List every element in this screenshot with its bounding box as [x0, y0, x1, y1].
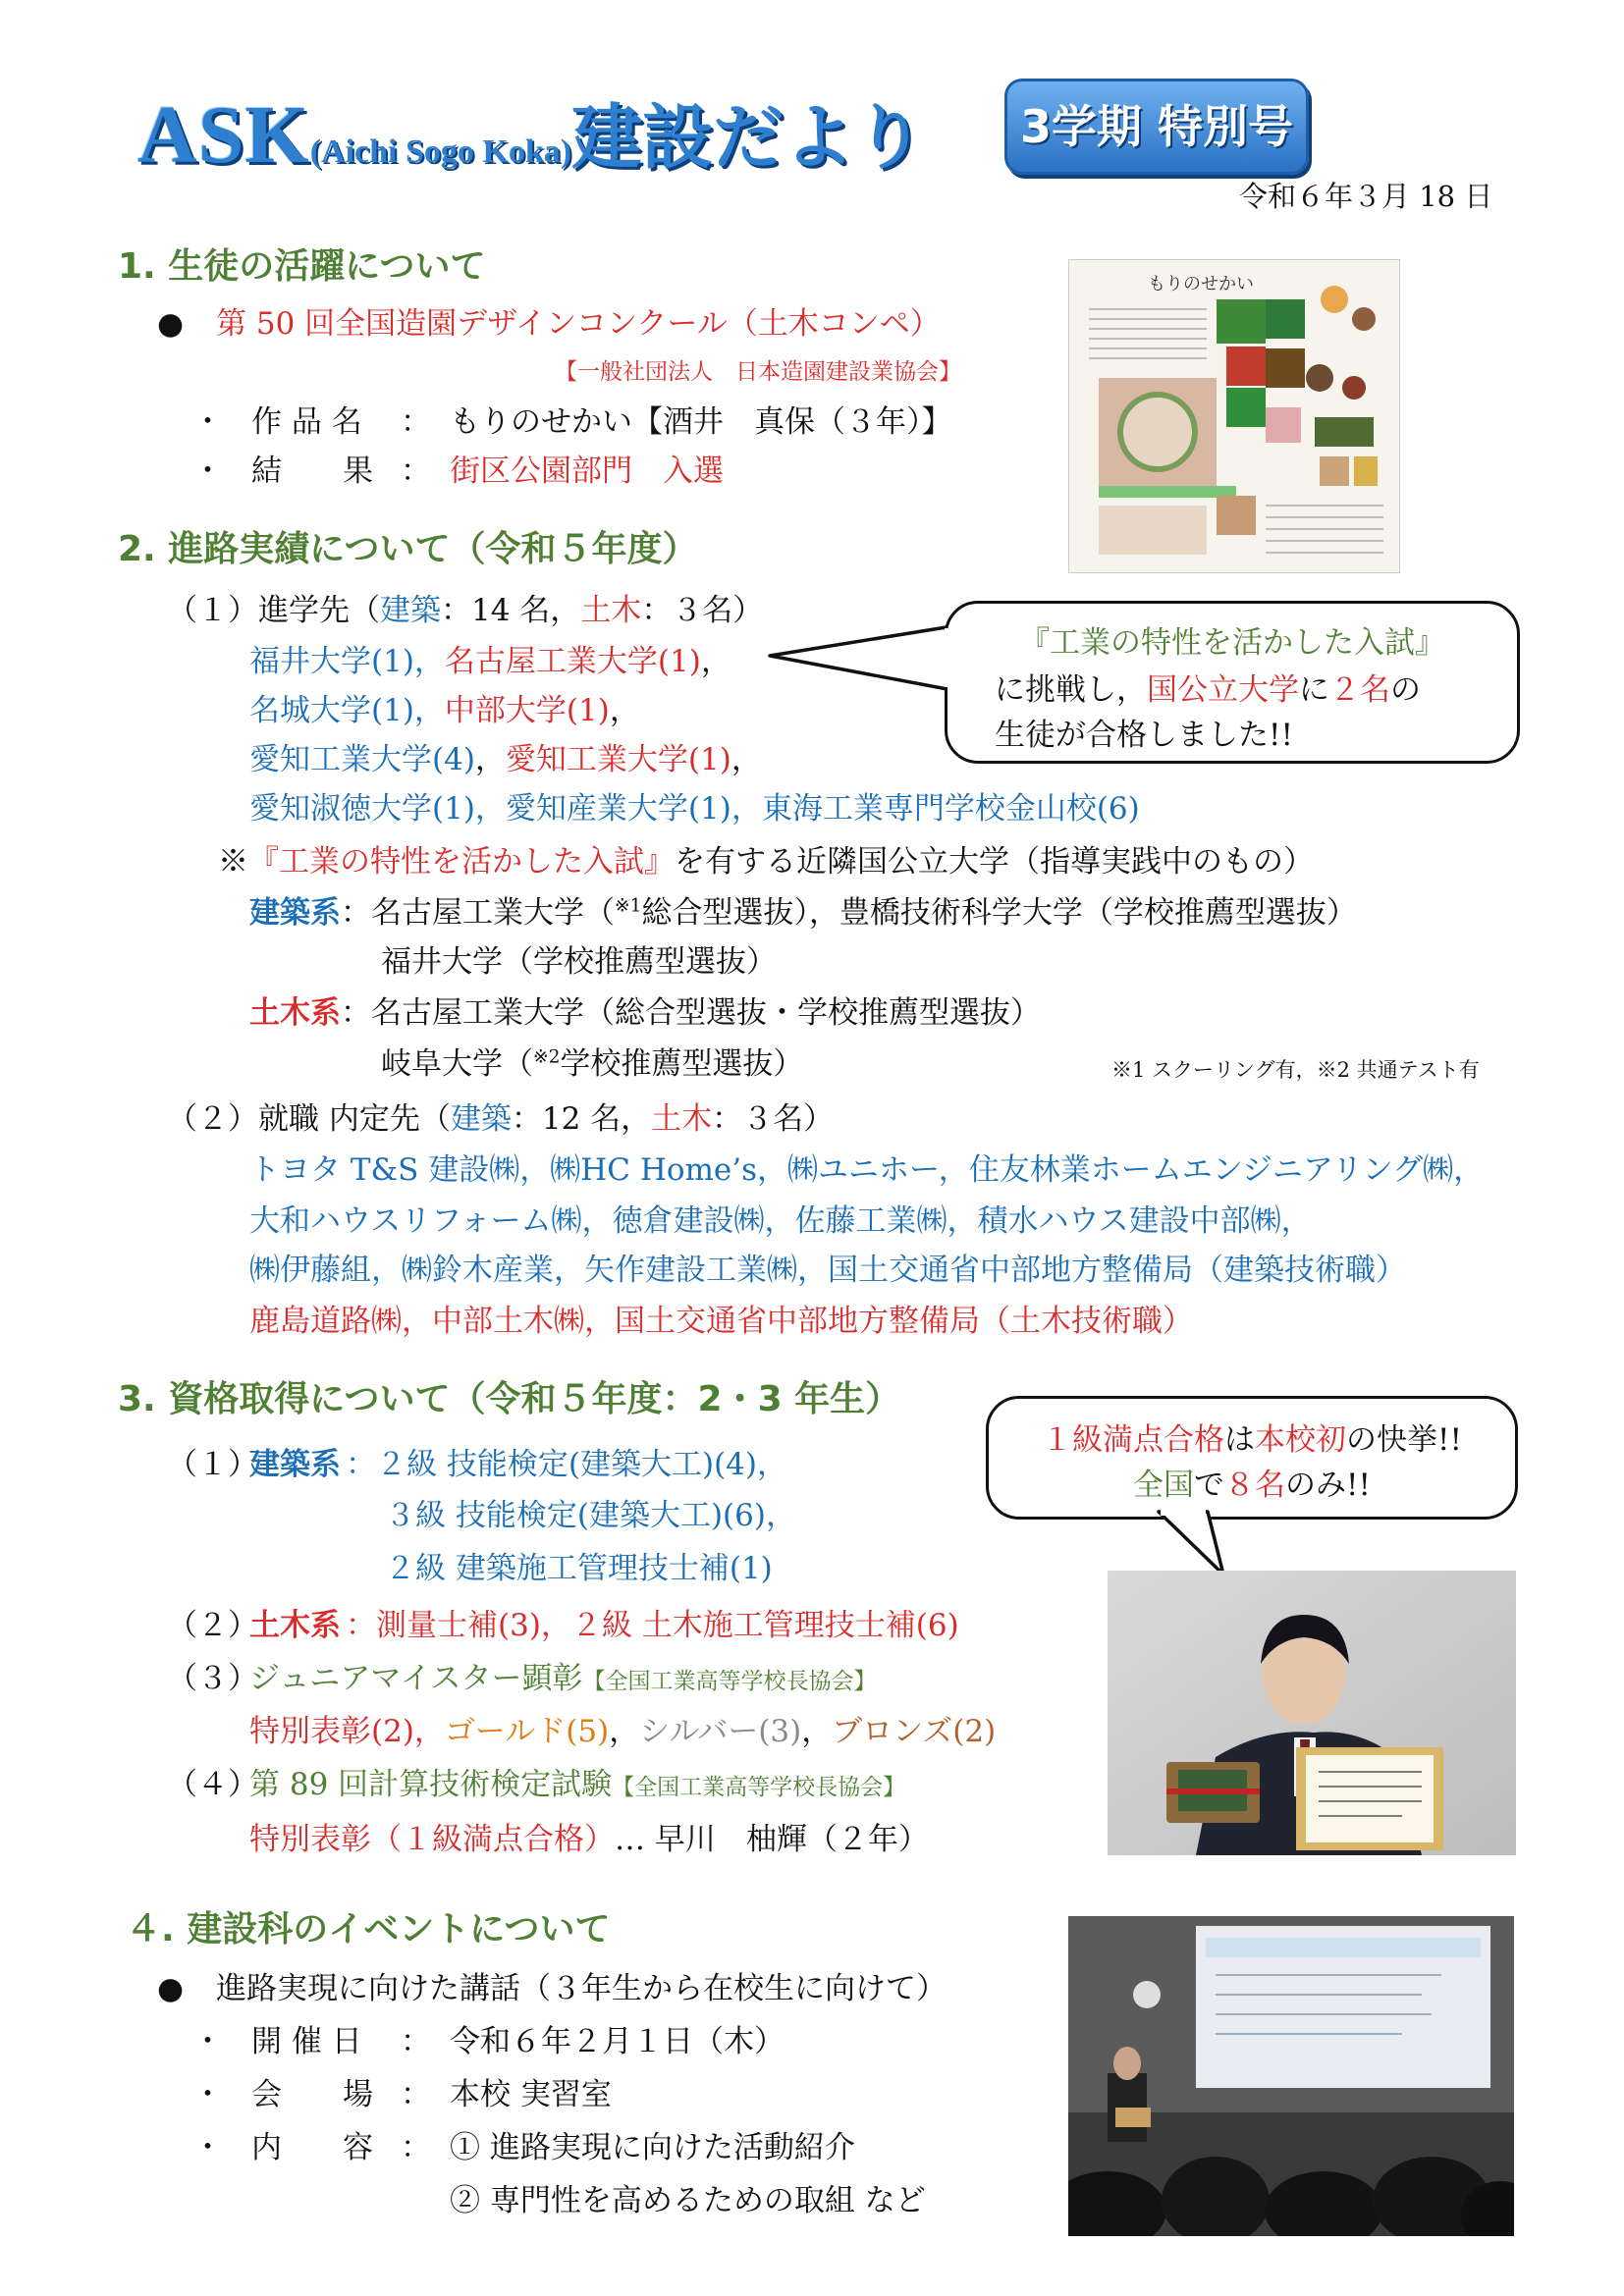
- event-place-label: 会 場: [251, 2077, 373, 2112]
- title-subtitle: (Aichi Sogo Koka): [309, 133, 572, 170]
- event-date-value: 令和６年２月１日（木）: [450, 2024, 785, 2059]
- civil-route-line: 土木系：名古屋工業大学（総合型選抜・学校推薦型選抜）: [249, 995, 1041, 1031]
- issue-date: 令和６年３月 18 日: [1239, 180, 1493, 213]
- employer-list-line: 鹿島道路㈱，中部土木㈱，国土交通省中部地方整備局（土木技術職）: [249, 1304, 1193, 1339]
- university-list-line: 福井大学(1)，名古屋工業大学(1)，: [249, 644, 731, 679]
- dot-icon: ・: [192, 454, 223, 489]
- section1-heading: 1. 生徒の活躍について: [118, 246, 486, 287]
- work-value: もりのせかい【酒井 真保（３年）】: [450, 404, 952, 440]
- q1-label: 建築系: [249, 1447, 341, 1482]
- callout1-bubble: [945, 601, 1520, 764]
- section2-heading: 2. 進路実績について（令和５年度）: [118, 529, 698, 569]
- work-label: 作 品 名: [251, 404, 362, 440]
- q3-num: （３）: [167, 1661, 258, 1696]
- arch-route-line: 建築系：名古屋工業大学（$^{※1}$総合型選抜），豊橋技術科学大学（学校推薦型選抜）: [249, 895, 1357, 931]
- callout2-line2: 全国で８名のみ!!: [1133, 1468, 1371, 1503]
- event-title: 進路実現に向けた講話（３年生から在校生に向けて）: [216, 1971, 947, 2006]
- callout1-line1: 『工業の特性を活かした入試』: [1019, 625, 1445, 661]
- dot-icon: ・: [192, 2077, 223, 2112]
- section4-heading: ４. 建設科のイベントについて: [126, 1909, 611, 1949]
- civil-route-line2: 岐阜大学（$^{※2}$学校推薦型選抜）: [381, 1046, 804, 1082]
- university-list-line: 愛知淑徳大学(1)，愛知産業大学(1)，東海工業専門学校金山校(6): [249, 791, 1140, 827]
- callout2-bubble: [986, 1396, 1518, 1520]
- design-poster-image: [1068, 259, 1400, 573]
- newsletter-title: [137, 80, 925, 179]
- q4-result: 特別表彰（１級満点合格）… 早川 柚輝（２年）: [249, 1822, 929, 1857]
- title-ask: ASK: [137, 89, 310, 181]
- event-content-2: ② 専門性を高めるための取組 など: [450, 2183, 926, 2218]
- dot-icon: ・: [192, 2130, 223, 2165]
- title-main: 建設だより: [571, 96, 926, 179]
- arch-route-line2: 福井大学（学校推薦型選抜）: [381, 944, 777, 980]
- poster-title: もりのせかい: [1148, 274, 1254, 294]
- admission-heading: （１）進学先（建築：14 名，土木：３名）: [167, 593, 764, 628]
- q2-label: 土木系: [249, 1608, 341, 1643]
- bullet-icon: ●: [157, 1971, 185, 2006]
- q4-num: （４）: [167, 1767, 258, 1802]
- dot-icon: ・: [192, 2024, 223, 2059]
- result-label: 結 果: [251, 454, 373, 489]
- event-date-label: 開 催 日: [251, 2024, 362, 2059]
- callout1-seam: [945, 628, 952, 687]
- lecture-photo: [1068, 1916, 1514, 2236]
- section3-heading: 3. 資格取得について（令和５年度：2・3 年生）: [118, 1379, 901, 1419]
- issue-badge: 3学期 特別号: [1004, 79, 1309, 175]
- student-award-photo: [1108, 1571, 1516, 1855]
- contest-organizer: 【一般社団法人 日本造園建設業協会】: [555, 359, 961, 385]
- footnote: ※1 スクーリング有，※2 共通テスト有: [1111, 1058, 1480, 1082]
- callout1-line3: 生徒が合格しました!!: [995, 718, 1293, 753]
- q2-text: ：測量士補(3)，２級 土木施工管理技士補(6): [346, 1608, 959, 1643]
- contest-name: 第 50 回全国造園デザインコンクール（土木コンペ）: [216, 306, 941, 342]
- university-list-line: 愛知工業大学(4)，愛知工業大学(1)，: [249, 742, 762, 777]
- dot-icon: ・: [192, 404, 223, 440]
- university-list-line: 名城大学(1)，中部大学(1)，: [249, 693, 640, 728]
- callout1-line2: に挑戦し，国公立大学に２名の: [995, 672, 1421, 708]
- q1-line1: ：２級 技能検定(建築大工)(4)，: [346, 1447, 787, 1482]
- employer-list-line: 大和ハウスリフォーム㈱，徳倉建設㈱，佐藤工業㈱，積水ハウス建設中部㈱，: [249, 1203, 1312, 1239]
- callout2-line1: １級満点合格は本校初の快挙!!: [1042, 1422, 1462, 1458]
- q1-line2: ３級 技能検定(建築大工)(6)，: [385, 1498, 796, 1533]
- q1-num: （１）: [167, 1447, 258, 1482]
- q1-line3: ２級 建築施工管理技士補(1): [385, 1551, 773, 1586]
- employment-heading: （２）就職 内定先（建築：12 名，土木：３名）: [167, 1101, 835, 1137]
- result-value: 街区公園部門 入選: [450, 454, 724, 489]
- colon: ：: [401, 404, 431, 440]
- colon: ：: [401, 2077, 431, 2112]
- event-content-label: 内 容: [251, 2130, 373, 2165]
- employer-list-line: トヨタ T&S 建設㈱，㈱HC Home’s，㈱ユニホー，住友林業ホームエンジニアリング㈱，: [249, 1152, 1485, 1188]
- colon: ：: [401, 454, 431, 489]
- colon: ：: [401, 2024, 431, 2059]
- q3-awards: 特別表彰(2)，ゴールド(5)，シルバー(3)，ブロンズ(2): [249, 1714, 997, 1749]
- callout2-tail: [1149, 1510, 1267, 1578]
- q3-text: ジュニアマイスター顕彰【全国工業高等学校長協会】: [249, 1661, 877, 1696]
- bullet-icon: ●: [157, 306, 185, 342]
- employer-list-line: ㈱伊藤組，㈱鈴木産業，矢作建設工業㈱，国土交通省中部地方整備局（建築技術職）: [249, 1253, 1406, 1288]
- q2-num: （２）: [167, 1608, 258, 1643]
- nearby-university-note: ※『工業の特性を活かした入試』を有する近隣国公立大学（指導実践中のもの）: [218, 844, 1314, 880]
- event-place-value: 本校 実習室: [450, 2077, 612, 2112]
- q4-text: 第 89 回計算技術検定試験【全国工業高等学校長協会】: [249, 1767, 906, 1802]
- colon: ：: [401, 2130, 431, 2165]
- event-content-1: ① 進路実現に向けた活動紹介: [450, 2130, 855, 2165]
